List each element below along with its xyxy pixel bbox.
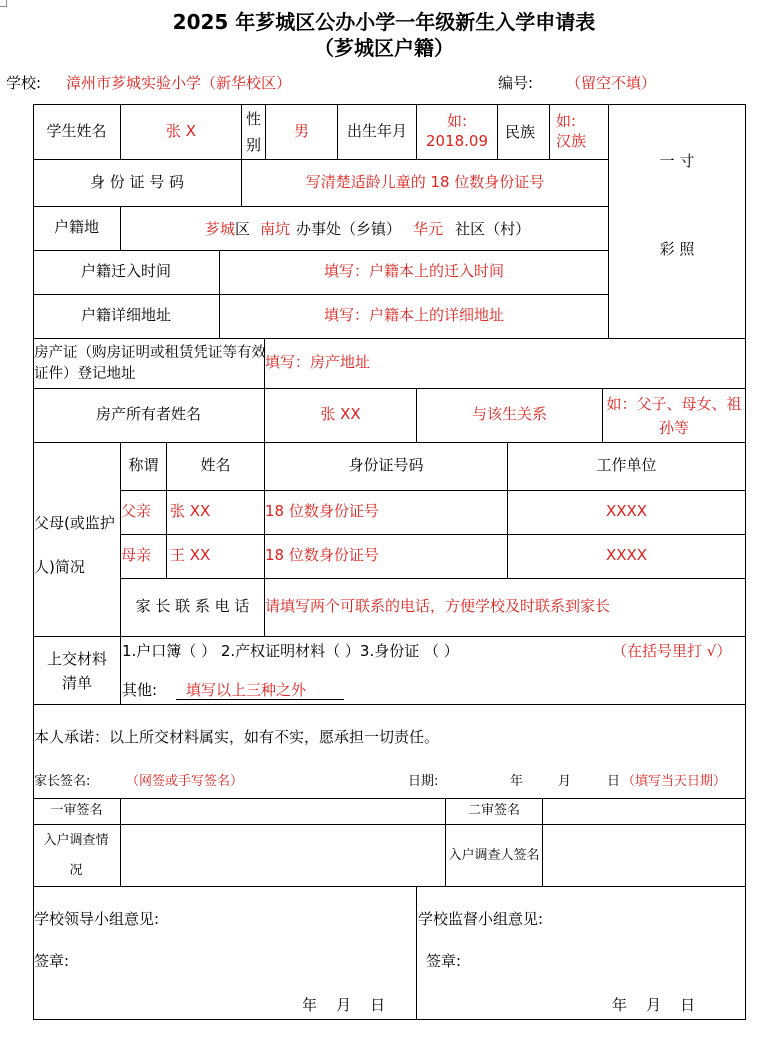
materials-other-label: 其他: — [122, 681, 158, 699]
relation-value[interactable]: 如：父子、母女、祖孙等 — [606, 394, 742, 437]
school-label: 学校: — [6, 74, 42, 92]
hukou-label: 户籍地 — [53, 218, 99, 237]
relation-label: 与该生关系 — [471, 405, 547, 424]
gender-value[interactable]: 男 — [293, 121, 309, 140]
hukou-street[interactable]: 南坑 — [260, 219, 291, 238]
hukou-community[interactable]: 华元 — [413, 219, 444, 238]
id-label: 身 份 证 号 码 — [89, 172, 185, 191]
supervisor-opinion-label: 学校监督小组意见: — [418, 910, 544, 928]
col-title-header: 称谓 — [128, 456, 159, 475]
parent-sign-value[interactable]: （网签或手写签名） — [126, 774, 244, 789]
leader-opinion-label: 学校领导小组意见: — [34, 910, 160, 928]
photo-label-size: 一 寸 — [659, 152, 695, 171]
gender-label: 性别 — [245, 109, 261, 154]
code-value: （留空不填） — [566, 74, 657, 92]
owner-label: 房产所有者姓名 — [95, 405, 201, 424]
parent-row-mother-title[interactable]: 母亲 — [121, 546, 152, 565]
detail-address-value[interactable]: 填写：户籍本上的详细地址 — [323, 306, 504, 325]
phone-label: 家 长 联 系 电 话 — [135, 597, 250, 616]
leader-date: 年 月 日 — [302, 996, 386, 1014]
survey-label: 入户调查情况 — [43, 833, 109, 878]
parent-row-mother-name[interactable]: 王 XX — [170, 546, 211, 565]
property-value[interactable]: 填写：房产地址 — [265, 353, 371, 372]
parent-row-mother-id[interactable]: 18 位数身份证号 — [265, 546, 379, 565]
hukou-community-suffix: 社区（村） — [455, 219, 531, 238]
date-hint: （填写当天日期） — [622, 774, 727, 789]
photo-label-color: 彩 照 — [659, 240, 695, 259]
owner-value[interactable]: 张 XX — [320, 405, 361, 424]
date-day: 日 — [607, 774, 621, 789]
second-review-label: 二审签名 — [467, 802, 520, 818]
supervisor-date: 年 月 日 — [612, 996, 696, 1014]
property-label: 房产证（购房证明或租赁凭证等有效证件）登记地址 — [34, 345, 266, 382]
birth-label: 出生年月 — [346, 121, 407, 140]
materials-other-value[interactable]: 填写以上三种之外 — [186, 681, 307, 699]
student-name-value[interactable]: 张 X — [165, 121, 197, 140]
materials-label: 上交材料清单 — [46, 650, 107, 692]
parent-row-father-name[interactable]: 张 XX — [170, 502, 211, 521]
col-name-header: 姓名 — [200, 456, 231, 475]
move-in-value[interactable]: 填写：户籍本上的迁入时间 — [323, 262, 504, 281]
code-label: 编号: — [498, 74, 534, 92]
materials-list[interactable]: 1.户口簿（ ） 2.产权证明材料（ ）3.身份证 （ ） — [122, 642, 459, 660]
date-year: 年 — [510, 774, 524, 789]
ethnic-value[interactable]: 如: 汉族 — [556, 112, 587, 150]
date-month: 月 — [558, 774, 572, 789]
birth-value[interactable]: 如: 2018.09 — [425, 112, 489, 150]
parent-sign-label: 家长签名: — [34, 774, 91, 789]
leader-stamp-label: 签章: — [34, 952, 70, 970]
student-name-label: 学生姓名 — [46, 121, 107, 140]
phone-value[interactable]: 请填写两个可联系的电话，方便学校及时联系到家长 — [265, 597, 611, 616]
supervisor-stamp-label: 签章: — [426, 952, 462, 970]
surveyor-label: 入户调查人签名 — [448, 848, 540, 863]
hukou-district-suffix: 区 — [235, 219, 251, 238]
parent-row-father-id[interactable]: 18 位数身份证号 — [265, 502, 379, 521]
first-review-label: 一审签名 — [50, 802, 103, 818]
materials-hint: （在括号里打 √） — [612, 642, 732, 660]
col-work-header: 工作单位 — [596, 456, 657, 475]
detail-address-label: 户籍详细地址 — [80, 306, 171, 325]
form-title: 2025 年芗城区公办小学一年级新生入学申请表 — [172, 10, 596, 34]
hukou-district[interactable]: 芗城 — [205, 219, 236, 238]
move-in-label: 户籍迁入时间 — [80, 262, 171, 281]
id-value[interactable]: 写清楚适龄儿童的 18 位数身份证号 — [305, 172, 545, 191]
school-value: 漳州市芗城实验小学（新华校区） — [66, 74, 292, 92]
parents-section-label: 父母(或监护人)简况 — [34, 514, 115, 576]
parent-row-father-work[interactable]: XXXX — [605, 502, 648, 521]
hukou-street-suffix: 办事处（乡镇） — [296, 219, 402, 238]
date-label: 日期: — [408, 774, 439, 789]
parent-row-father-title[interactable]: 父亲 — [121, 502, 152, 521]
ethnic-label: 民族 — [505, 122, 536, 141]
col-id-header: 身份证号码 — [348, 456, 424, 475]
parent-row-mother-work[interactable]: XXXX — [605, 546, 648, 565]
hukou-address — [205, 216, 530, 240]
form-subtitle: （芗城区户籍） — [314, 36, 454, 60]
pledge-text: 本人承诺：以上所交材料属实，如有不实，愿承担一切责任。 — [34, 728, 440, 746]
